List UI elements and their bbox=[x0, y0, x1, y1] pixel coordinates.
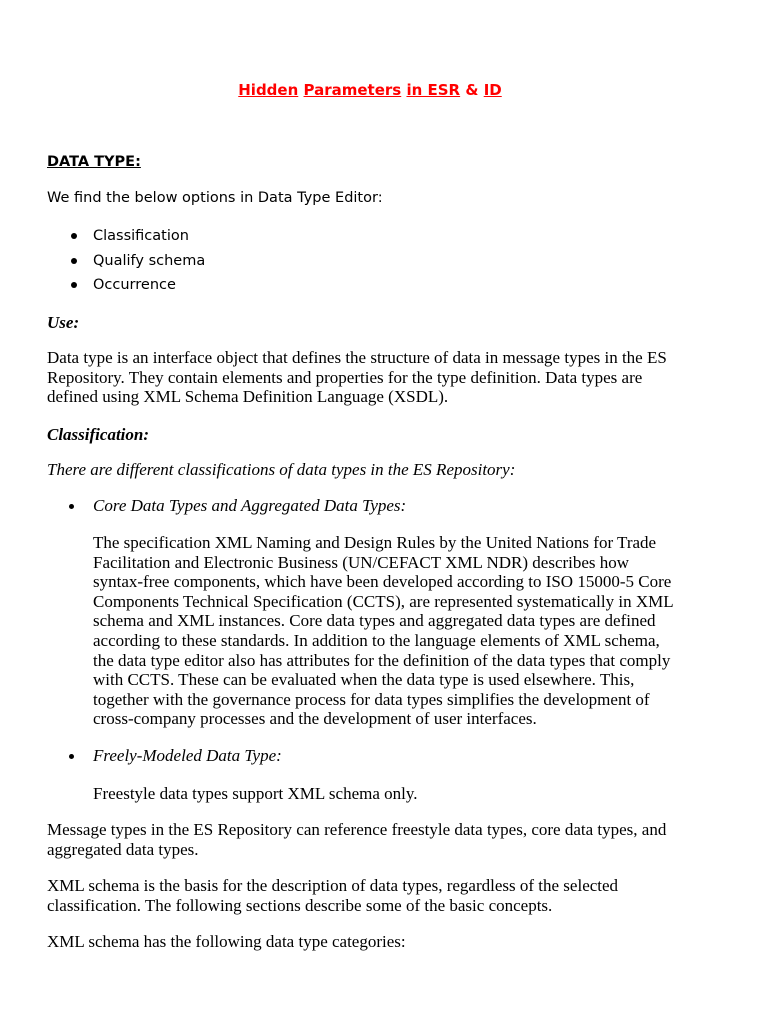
core-data-types-heading: Core Data Types and Aggregated Data Types: bbox=[93, 496, 407, 515]
paragraph-line: cross-company processes and the development of user interfaces. bbox=[93, 709, 537, 729]
bullet-icon bbox=[69, 504, 74, 509]
bullet-icon bbox=[71, 258, 77, 264]
paragraph-line: classification. The following sections describe some of the basic concepts. bbox=[47, 895, 553, 915]
core-paragraph bbox=[93, 533, 674, 729]
paragraph-line: syntax-free components, which have been developed according to ISO 15000-5 Core bbox=[93, 572, 672, 592]
freely-modeled-heading: Freely-Modeled Data Type: bbox=[93, 746, 282, 765]
freely-text: Freestyle data types support XML schema only. bbox=[93, 784, 418, 803]
categories-line: XML schema has the following data type categories: bbox=[47, 932, 406, 951]
message-types-paragraph bbox=[47, 820, 666, 859]
paragraph-line: Facilitation and Electronic Business (UN/CEFACT XML NDR) describes how bbox=[93, 552, 630, 572]
data-type-heading: DATA TYPE: bbox=[47, 154, 141, 170]
title-word-hidden: Hidden bbox=[238, 81, 299, 99]
bullet-icon bbox=[71, 233, 77, 239]
paragraph-line: Components Technical Specification (CCTS), are represented systematically in XML bbox=[93, 591, 674, 611]
list-item bbox=[47, 275, 205, 300]
paragraph-line: together with the governance process for data types simplifies the development of bbox=[93, 689, 650, 709]
bullet-icon bbox=[69, 754, 74, 759]
use-paragraph bbox=[47, 348, 667, 407]
use-heading: Use: bbox=[47, 313, 80, 332]
paragraph-line: The specification XML Naming and Design Rules by the United Nations for Trade bbox=[93, 533, 657, 552]
title-word-id: ID bbox=[483, 81, 502, 99]
paragraph-line: aggregated data types. bbox=[47, 839, 199, 859]
document-title bbox=[0, 81, 740, 99]
paragraph-line: with CCTS. These can be evaluated when the data type is used elsewhere. This, bbox=[93, 670, 635, 690]
list-item bbox=[47, 251, 205, 276]
paragraph-line: defined using XML Schema Definition Language (XSDL). bbox=[47, 387, 449, 407]
option-label: Classification bbox=[93, 228, 189, 244]
list-item bbox=[47, 226, 205, 251]
classification-heading: Classification: bbox=[47, 425, 150, 444]
paragraph-line: Repository. They contain elements and properties for the type definition. Data types are bbox=[47, 367, 643, 387]
title-word-parameters: Parameters bbox=[303, 81, 402, 99]
bullet-icon bbox=[71, 282, 77, 288]
paragraph-line: Data type is an interface object that defines the structure of data in message types in the ES bbox=[47, 348, 667, 367]
intro-text: We find the below options in Data Type Editor: bbox=[47, 190, 383, 206]
title-ampersand: & bbox=[465, 81, 479, 99]
paragraph-line: according to these standards. In addition to the language elements of XML schema, bbox=[93, 630, 660, 650]
option-label: Qualify schema bbox=[93, 252, 206, 269]
option-label: Occurrence bbox=[93, 277, 176, 294]
classification-intro: There are different classifications of data types in the ES Repository: bbox=[47, 460, 516, 479]
paragraph-line: Message types in the ES Repository can reference freestyle data types, core data types, and bbox=[47, 820, 667, 839]
paragraph-line: XML schema is the basis for the description of data types, regardless of the selected bbox=[47, 876, 619, 895]
options-list bbox=[47, 226, 205, 300]
title-word-in-esr: in ESR bbox=[406, 81, 461, 99]
paragraph-line: schema and XML instances. Core data types and aggregated data types are defined bbox=[93, 611, 656, 631]
xml-schema-paragraph bbox=[47, 876, 618, 915]
paragraph-line: the data type editor also has attributes for the definition of the data types that comply bbox=[93, 650, 671, 670]
